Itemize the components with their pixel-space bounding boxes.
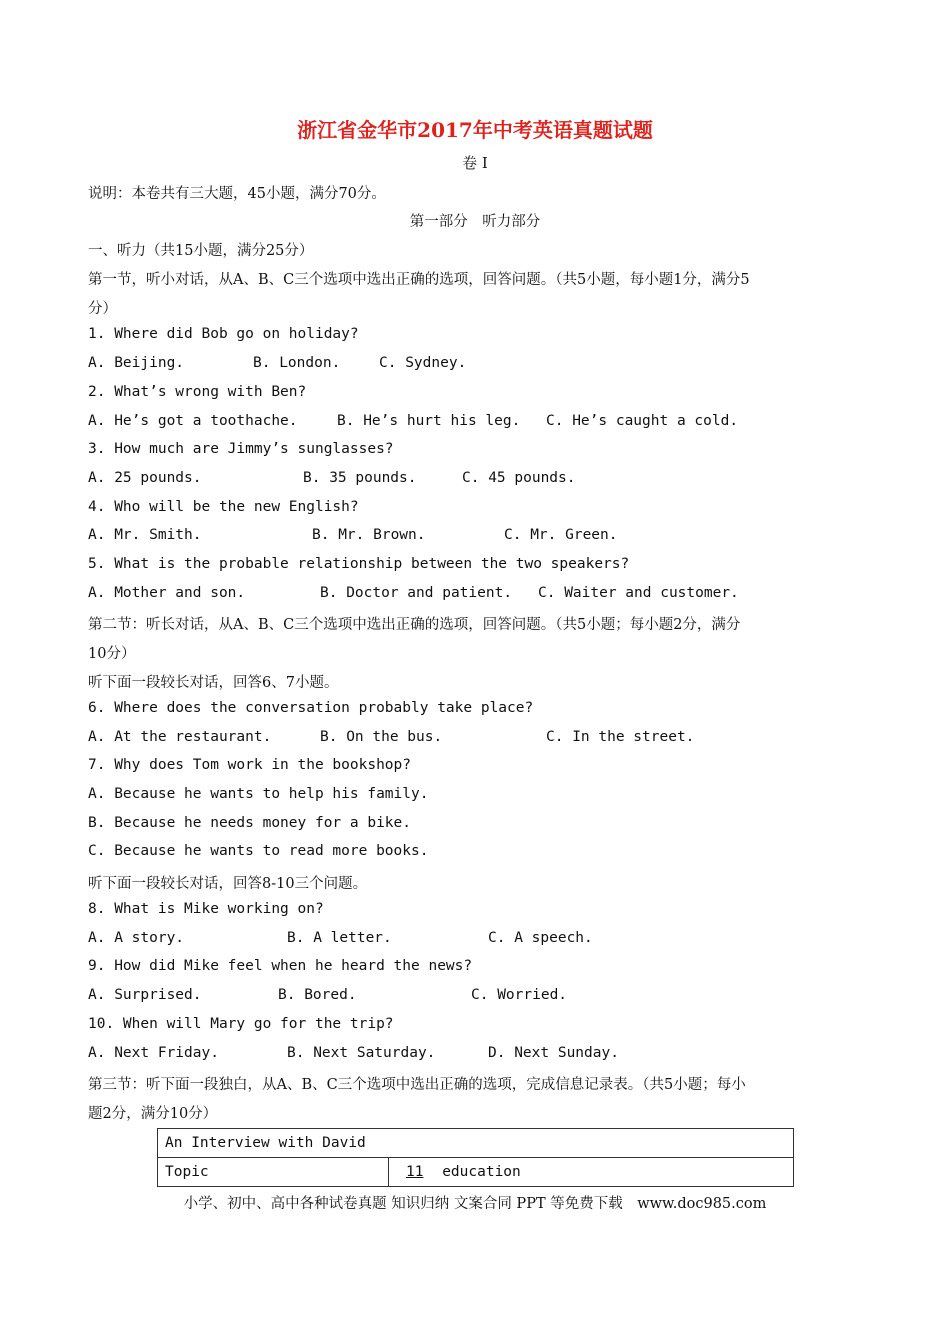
dialogue-intro: 听下面一段较长对话，回答6、7小题。: [88, 675, 339, 691]
option-b: B. On the bus.: [320, 729, 443, 745]
option-b: B. Doctor and patient.: [320, 585, 513, 601]
option-a: A. Surprised.: [88, 987, 202, 1003]
option-b: B. 35 pounds.: [303, 470, 417, 486]
table-header-cell: An Interview with David: [158, 1129, 794, 1158]
option-c: C. Because he wants to read more books.: [88, 843, 429, 859]
question-stem: 3. How much are Jimmy’s sunglasses?: [88, 441, 394, 457]
option-a: A. Mother and son.: [88, 585, 246, 601]
section3-instructions-cont: 题2分，满分10分）: [88, 1106, 218, 1122]
page-footer: 小学、初中、高中各种试卷真题 知识归纳 文案合同 PPT 等免费下载 www.doc985.com: [183, 1196, 767, 1212]
option-c: C. In the street.: [546, 729, 695, 745]
question-stem: 1. Where did Bob go on holiday?: [88, 326, 359, 342]
part-heading: 第一部分 听力部分: [409, 214, 541, 230]
option-c: C. He’s caught a cold.: [546, 413, 739, 429]
question-stem: 10. When will Mary go for the trip?: [88, 1016, 394, 1032]
question-stem: 7. Why does Tom work in the bookshop?: [88, 757, 412, 773]
option-a: A. Because he wants to help his family.: [88, 786, 429, 802]
section1-instructions: 第一节，听小对话，从A、B、C三个选项中选出正确的选项，回答问题。（共5小题，每小题1分，满分5: [88, 272, 750, 288]
question-stem: 6. Where does the conversation probably take place?: [88, 700, 534, 716]
option-c: C. Worried.: [471, 987, 568, 1003]
section1-instructions-cont: 分）: [88, 301, 117, 317]
table-label-cell: Topic: [158, 1158, 389, 1187]
option-a: A. A story.: [88, 930, 185, 946]
option-c: D. Next Sunday.: [488, 1045, 619, 1061]
paper-label: 卷 I: [462, 154, 488, 172]
instructions-note: 说明：本卷共有三大题，45小题，满分70分。: [88, 186, 386, 202]
question-stem: 9. How did Mike feel when he heard the news?: [88, 958, 473, 974]
table-value-text: education: [442, 1164, 521, 1180]
section-heading: 一、听力（共15小题，满分25分）: [88, 243, 314, 259]
option-a: A. Mr. Smith.: [88, 527, 202, 543]
option-c: C. 45 pounds.: [462, 470, 576, 486]
option-a: A. He’s got a toothache.: [88, 413, 298, 429]
option-b: B. Bored.: [278, 987, 357, 1003]
option-c: C. Sydney.: [379, 355, 467, 371]
section2-instructions: 第二节：听长对话，从A、B、C三个选项中选出正确的选项，回答问题。（共5小题；每小题2分，满分: [88, 617, 741, 633]
table-value-cell: [389, 1158, 794, 1187]
option-a: A. Next Friday.: [88, 1045, 219, 1061]
page-title: 浙江省金华市2017年中考英语真题试题: [297, 118, 653, 142]
option-b: B. Next Saturday.: [287, 1045, 436, 1061]
option-b: B. Because he needs money for a bike.: [88, 815, 412, 831]
answer-blank[interactable]: 11: [406, 1164, 424, 1180]
section3-instructions: 第三节：听下面一段独白，从A、B、C三个选项中选出正确的选项，完成信息记录表。（共5小题；每小: [88, 1077, 746, 1093]
question-stem: 5. What is the probable relationship between the two speakers?: [88, 556, 630, 572]
dialogue-intro: 听下面一段较长对话，回答8-10三个问题。: [88, 876, 368, 892]
option-c: C. A speech.: [488, 930, 593, 946]
option-b: B. He’s hurt his leg.: [337, 413, 521, 429]
option-a: A. 25 pounds.: [88, 470, 202, 486]
table-row: [158, 1158, 794, 1187]
option-a: A. Beijing.: [88, 355, 185, 371]
section2-instructions-cont: 10分）: [88, 646, 136, 662]
question-stem: 2. What’s wrong with Ben?: [88, 384, 307, 400]
option-c: C. Mr. Green.: [504, 527, 618, 543]
question-stem: 4. Who will be the new English?: [88, 499, 359, 515]
table-row: [158, 1129, 794, 1158]
record-table: [157, 1128, 794, 1187]
option-b: B. A letter.: [287, 930, 392, 946]
option-b: B. London.: [253, 355, 341, 371]
option-a: A. At the restaurant.: [88, 729, 272, 745]
question-stem: 8. What is Mike working on?: [88, 901, 324, 917]
option-c: C. Waiter and customer.: [538, 585, 739, 601]
option-b: B. Mr. Brown.: [312, 527, 426, 543]
